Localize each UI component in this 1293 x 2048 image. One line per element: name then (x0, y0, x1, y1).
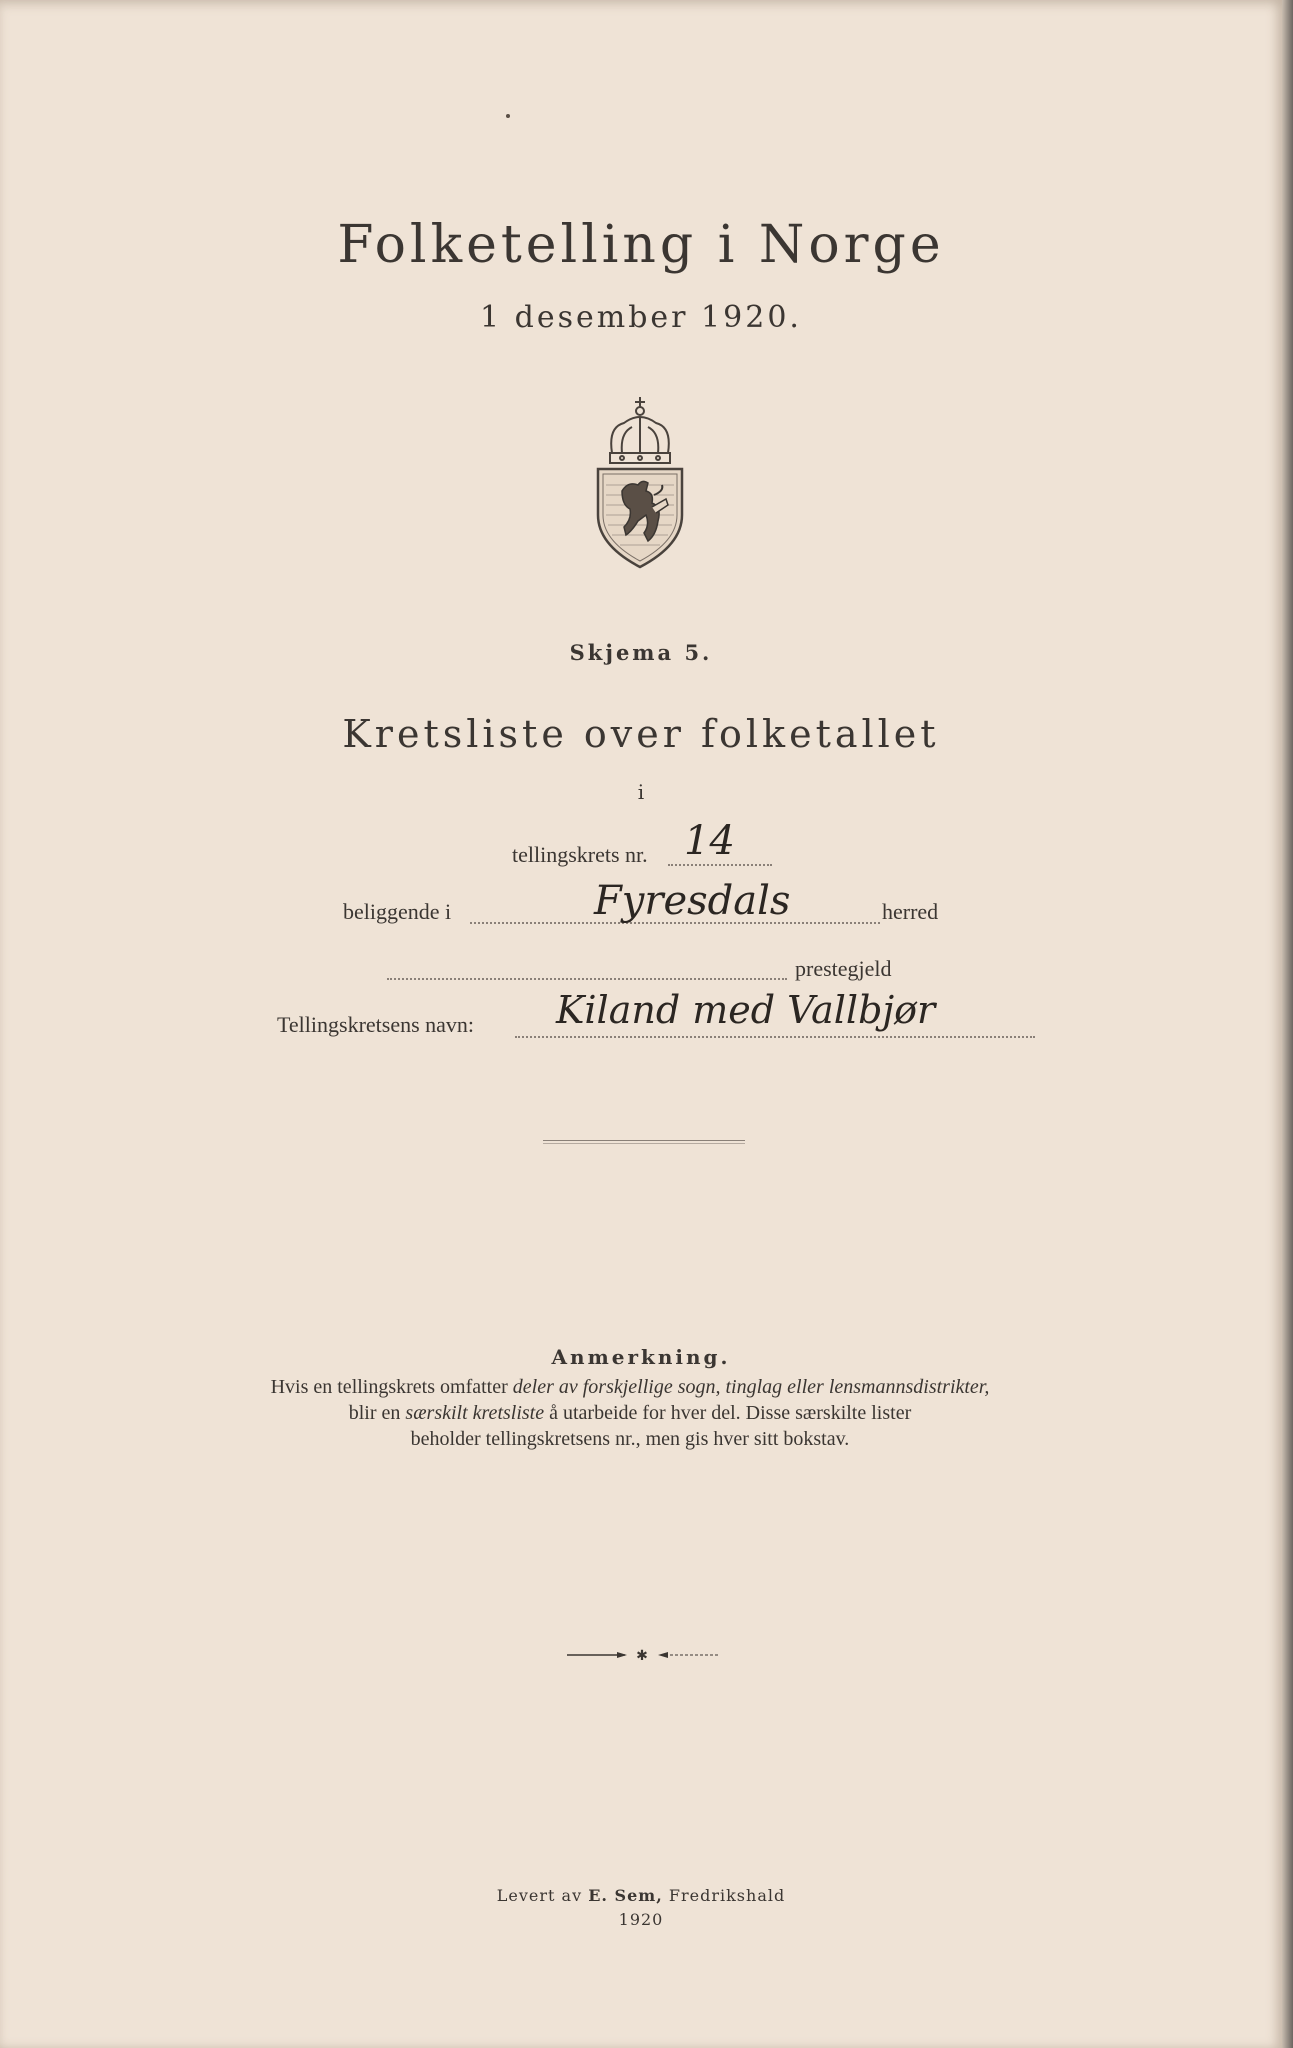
remark-title: Anmerkning. (551, 1345, 731, 1369)
remark-line-2: blir en særskilt kretsliste å utarbeide for hver del. Disse særskilte lister (348, 1402, 912, 1424)
document-title: Folketelling i Norge (337, 215, 945, 275)
herred-label: herred (882, 899, 939, 924)
heading-preposition: i (637, 780, 645, 804)
beliggende-label: beliggende i (343, 899, 452, 924)
navn-label: Tellingskretsens navn: (277, 1012, 475, 1037)
prestegjeld-label: prestegjeld (795, 956, 892, 981)
norwegian-coat-of-arms-icon (592, 395, 688, 570)
page-edge (1282, 0, 1293, 2048)
ornament-divider-icon (565, 1648, 720, 1662)
remark-line-3: beholder tellingskretsens nr., men gis hver sitt bokstav. (410, 1428, 850, 1450)
beliggende-value: Fyresdals (594, 878, 791, 924)
form-number: Skjema 5. (569, 640, 713, 665)
navn-line (515, 1036, 1035, 1038)
tellingskrets-line (668, 864, 772, 866)
section-divider (543, 1140, 745, 1144)
tellingskrets-value: 14 (684, 818, 735, 864)
prestegjeld-line (387, 978, 787, 980)
form-heading: Kretsliste over folketallet (342, 712, 940, 756)
navn-value: Kiland med Vallbjør (556, 988, 936, 1032)
paper-speck (506, 114, 510, 118)
document-date: 1 desember 1920. (480, 300, 802, 335)
tellingskrets-label: tellingskrets nr. (512, 842, 648, 867)
remark-line-1: Hvis en tellingskrets omfatter deler av forskjellige sogn, tinglag eller lensmannsdistrikter, (270, 1376, 990, 1398)
printer-line: Levert av E. Sem, Fredrikshald (496, 1886, 786, 1905)
printer-imprint (0, 1884, 1282, 1932)
printer-year: 1920 (618, 1910, 664, 1929)
remark-body (180, 1374, 1080, 1452)
svg-text:✱: ✱ (636, 1648, 648, 1662)
